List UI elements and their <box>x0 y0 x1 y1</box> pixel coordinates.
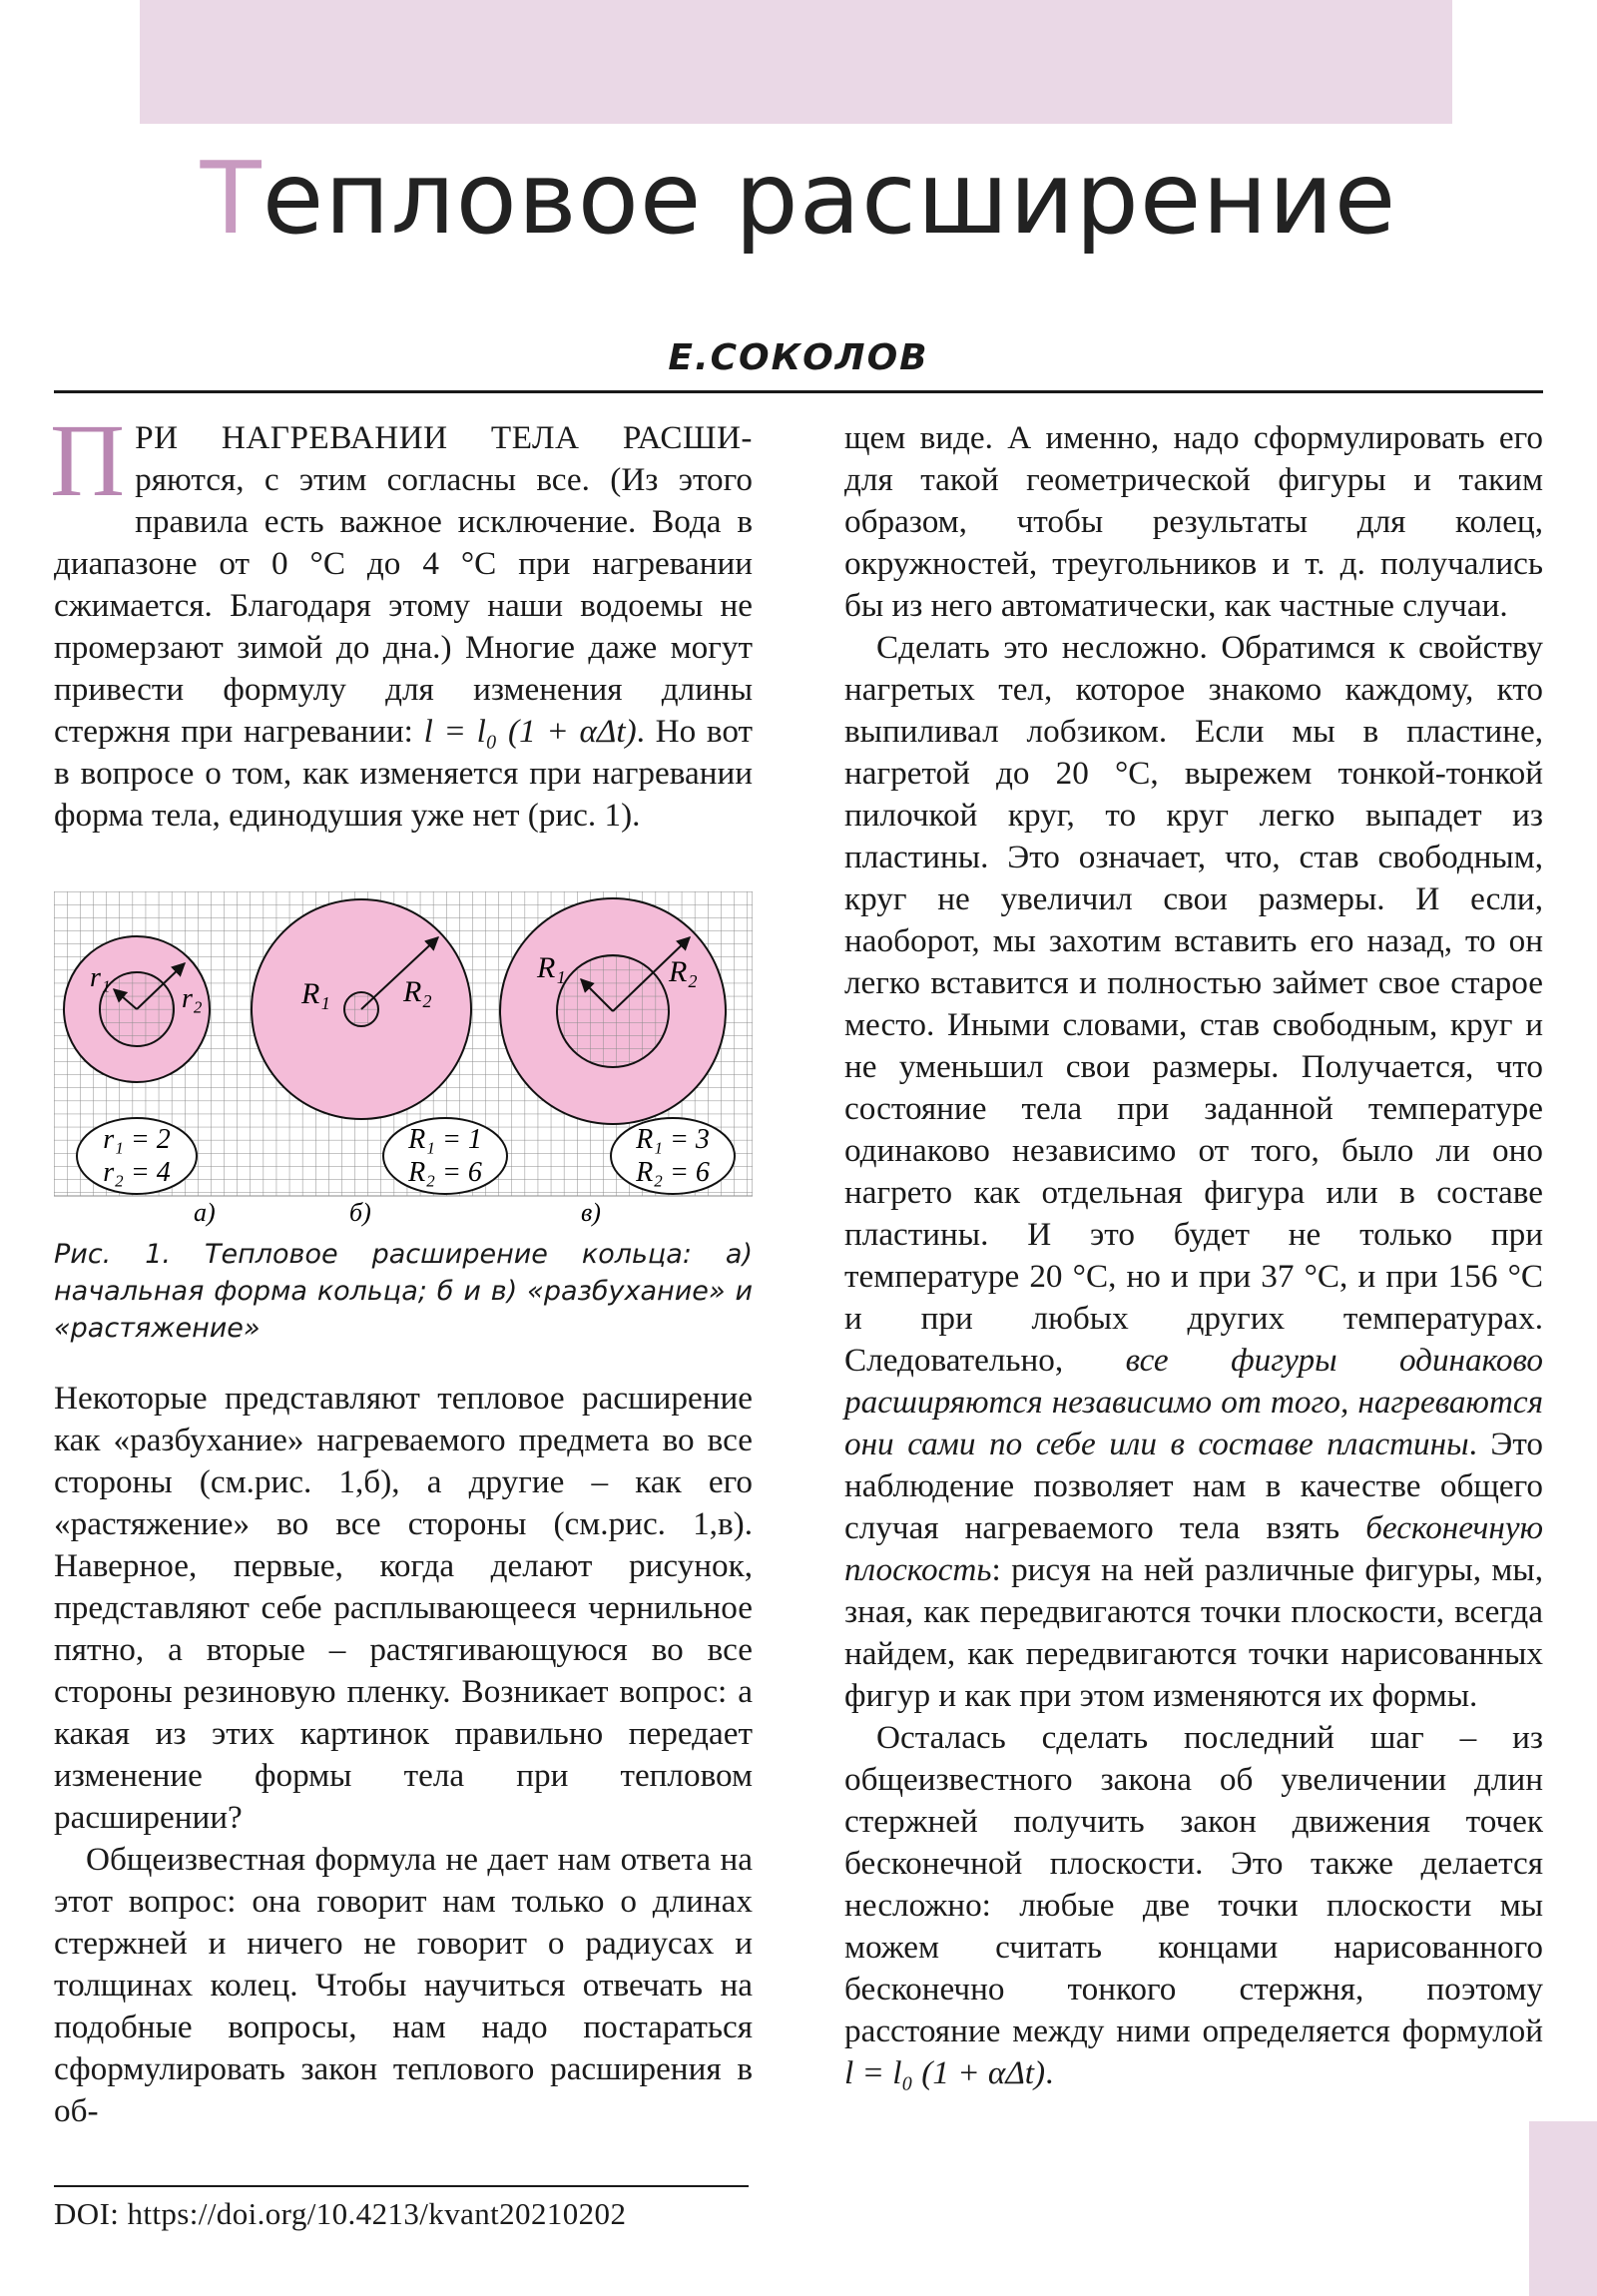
figure-ring-expansion <box>54 891 753 1231</box>
value-b-1: R₁ = 1 <box>408 1124 482 1155</box>
left-paragraph-1: Некоторые представляют тепловое расширение как «разбухание» нагреваемого предмета во все стороны (см.рис. 1,б), а другие – как его «растяжение» во все стороны (см.рис. 1,в). Наверное, первые, когда делают рисунок, представляют себе расплывающееся чернильное пятно, а вторые – растягивающуюся во все стороны резиновую пленку. Возникает вопрос: а какая из этих картинок правильно передает изменение формы тела при тепловом расширении? <box>54 1380 753 1836</box>
right-column <box>844 417 1543 2094</box>
intro-text-1: ряются, с этим согласны все. (Из этого правила есть важное исключение. Вода в диапазоне от 0 °С до 4 °С при нагревании сжимается. Благодаря этому наши водоемы не промерзают зимой до дна.) Многие даже могут привести формулу для изменения длины стержня при нагревании: <box>54 461 753 750</box>
intro-caps: РИ НАГРЕВАНИИ ТЕЛА РАСШИ- <box>135 419 753 456</box>
right-p2-text-b: . Это наблюдение позволяет нам в качестве общего случая нагреваемого тела взять <box>844 1426 1543 1546</box>
right-p2-italic-1: все фигуры одинаково расширяются независимо от того, нагреваются они сами по себе или в составе пластины <box>844 1342 1544 1462</box>
right-p2-italic-2: бесконечную плоскость <box>844 1509 1543 1588</box>
label-b-outer: R₂ <box>403 975 432 1008</box>
article-title <box>0 140 1597 257</box>
right-paragraph-1: щем виде. А именно, надо сформулировать его для такой геометрической фигуры и таким образом, чтобы результаты для колец, окружностей, треугольников и т. д. получались бы из него автоматически, как частные случаи. <box>844 419 1543 624</box>
panel-a-label: а) <box>194 1198 216 1227</box>
right-paragraph-2 <box>844 627 1543 1717</box>
drop-cap: П <box>50 403 126 518</box>
figure-caption: Рис. 1. Тепловое расширение кольца: а) начальная форма кольца; б и в) «разбухание» и «растяжение» <box>54 1239 753 1344</box>
value-a-1: r₁ = 2 <box>103 1124 171 1155</box>
length-formula: l = l₀ (1 + αΔt) <box>423 713 637 750</box>
value-a-2: r₂ = 4 <box>103 1157 171 1188</box>
header-band <box>140 0 1452 124</box>
panel-b-label: б) <box>349 1198 371 1227</box>
title-initial: Т <box>200 140 263 257</box>
right-p3-end: . <box>1045 2054 1054 2091</box>
panel-c-label: в) <box>581 1198 601 1227</box>
title-rest: епловое расширение <box>262 140 1397 257</box>
header-rule <box>54 390 1543 393</box>
left-paragraph-2: Общеизвестная формула не дает нам ответа на этот вопрос: она говорит нам только о длинах стержней и ничего не говорит о радиусах и толщинах колец. Чтобы научиться отвечать на подобные вопросы, нам надо постараться сформулировать закон теплового расширения в об- <box>54 1841 753 2129</box>
intro-paragraph <box>50 403 753 837</box>
value-c-2: R₂ = 6 <box>636 1157 710 1188</box>
page-corner-tab <box>1529 2121 1597 2296</box>
label-c-inner: R₁ <box>537 951 566 984</box>
right-p3-text: Осталась сделать последний шаг – из общеизвестного закона об увеличении длин стержней получить закон движения точек бесконечной плоскости. Это также делается несложно: любые две точки плоскости мы можем считать концами нарисованного бесконечно тонкого стержня, поэтому расстояние между ними определяется формулой <box>844 1719 1543 2049</box>
right-paragraph-3 <box>844 1717 1543 2094</box>
author-name: Е.СОКОЛОВ <box>668 337 929 378</box>
label-a-inner: r₁ <box>90 962 111 993</box>
label-a-outer: r₂ <box>182 983 203 1014</box>
left-column <box>54 1378 753 2132</box>
right-p3-formula: l = l₀ (1 + αΔt) <box>844 2054 1046 2091</box>
intro-column <box>50 403 753 837</box>
value-c-1: R₁ = 3 <box>636 1124 710 1155</box>
doi-rule <box>54 2185 749 2187</box>
intro-text-2: . Но вот в вопросе о том, как изменяется при нагревании форма тела, единодушия уже нет (рис. 1). <box>54 713 753 834</box>
label-b-inner: R₁ <box>301 977 330 1010</box>
label-c-outer: R₂ <box>669 955 698 988</box>
right-p2-text-c: : рисуя на ней различные фигуры, мы, зная, как передвигаются точки плоскости, всегда найдем, как передвигаются точки нарисованных фигур и как при этом изменяются их формы. <box>844 1551 1543 1714</box>
value-b-2: R₂ = 6 <box>408 1157 482 1188</box>
right-p2-text-a: Сделать это несложно. Обратимся к свойству нагретых тел, которое знакомо каждому, кто выпиливал лобзиком. Если мы в пластине, нагретой до 20 °С, вырежем тонкой-тонкой пилочкой круг, то круг легко выпадет из пластины. Это означает, что, став свободным, круг не увеличил свои размеры. И если, наоборот, мы захотим вставить его назад, то он легко вставится и полностью займет свое старое место. Иными словами, став свободным, круг и не уменьшил свои размеры. Получается, что состояние тела при заданной температуре одинаково независимо от того, было ли оно нагрето как отдельная фигура или в составе пластины. И это будет не только при температуре 20 °С, но и при 37 °С, и при 156 °С и при любых других температурах. Следовательно, <box>844 629 1543 1379</box>
doi-link[interactable]: DOI: https://doi.org/10.4213/kvant20210202 <box>54 2196 627 2231</box>
